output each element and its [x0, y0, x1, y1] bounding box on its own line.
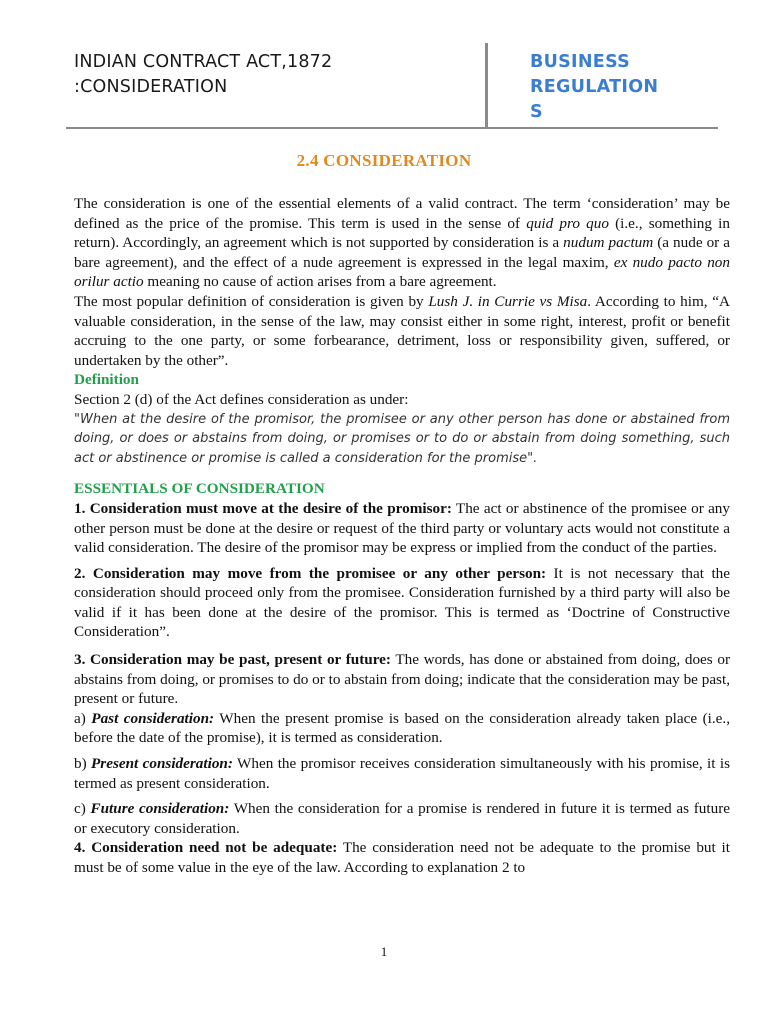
definition-quote: "When at the desire of the promisor, the promisee or any other person has done or abstained from doing, or does or abstains from doing, or promises or to do or abstain from doing something, such act or abstinence or promise is called a consideration for the promise".	[74, 411, 730, 466]
header-subject-line-3: S	[530, 102, 543, 122]
sub-item-present	[74, 754, 730, 793]
header-subject-line-2: REGULATION	[530, 77, 659, 97]
header-title-line-1: INDIAN CONTRACT ACT,1872	[74, 52, 333, 72]
document-body	[74, 194, 730, 878]
essential-item-title: 2. Consideration may move from the promisee or any other person:	[74, 564, 547, 582]
essential-item-2	[74, 564, 730, 642]
intro-paragraph	[74, 194, 730, 292]
section-title: 2.4 CONSIDERATION	[296, 151, 472, 170]
sub-item-past	[74, 709, 730, 748]
definition-lead: Section 2 (d) of the Act defines consideration as under:	[74, 390, 409, 408]
text-run: The consideration is one of the essential elements of a valid contract. The term ‘consideration’ may be defined as the price of the promise. This term is used in the sense of	[74, 195, 730, 232]
sub-item-marker: a)	[74, 709, 92, 727]
essential-item-text: The act or abstinence of the promisee or any other person must be done at the desire or request of the third party or voluntary acts would not constitute a valid consideration. The desire of the promisor may be express or implied from the conduct of the parties.	[74, 499, 730, 557]
text-run: meaning no cause of action arises from a bare agreement.	[143, 273, 497, 291]
essential-item-text: It is not necessary that the consideration should proceed only from the promisee. Consideration furnished by a third party will also be valid if it has been done at the desire of the promisor. This is termed as ‘Doctrine of Constructive Consideration”.	[74, 564, 730, 641]
header-document-title	[74, 50, 474, 100]
header-divider-vertical	[485, 43, 488, 129]
sub-item-title: Past consideration:	[91, 709, 215, 727]
essential-item-3	[74, 650, 730, 709]
text-run: . According to him, “A valuable consideration, in the sense of the law, may consist either in some right, interest, profit or benefit accruing to the one party, or some forbearance, detriment, loss or responsibility given, suffered, or undertaken by the other”.	[74, 292, 731, 369]
essential-item-title: 1. Consideration must move at the desire of the promisor:	[74, 499, 452, 517]
case-citation: Lush J. in Currie vs Misa	[428, 292, 588, 310]
header-divider-horizontal	[66, 127, 718, 129]
sub-item-marker: c)	[74, 800, 91, 818]
sub-item-marker: b)	[74, 755, 92, 773]
text-run: The most popular definition of consideration is given by	[74, 292, 429, 310]
essential-item-title: 3. Consideration may be past, present or future:	[74, 651, 391, 669]
definition-heading: Definition	[74, 371, 139, 389]
essential-item-title: 4. Consideration need not be adequate:	[74, 839, 338, 857]
essential-item-text: The words, has done or abstained from doing, does or abstains from doing, or promises to do or to abstain from doing; indicate that the consideration may be past, present or future.	[74, 651, 731, 708]
sub-item-text: When the consideration for a promise is rendered in future it is termed as future or executory consideration.	[74, 800, 730, 837]
sub-item-future	[74, 799, 730, 838]
text-run: (a nude or a bare agreement), and the effect of a nude agreement is expressed in the legal maxim,	[74, 234, 730, 271]
sub-item-text: When the present promise is based on the consideration already taken place (i.e., before the date of the promise), it is termed as consideration.	[74, 709, 730, 747]
header-subject-line-1: BUSINESS	[530, 52, 631, 72]
lush-definition-paragraph	[74, 292, 730, 370]
page-number: 1	[380, 944, 388, 959]
latin-term: nudum pactum	[563, 234, 654, 252]
text-run: (i.e., something in return). Accordingly, an agreement which is not supported by consideration is a	[74, 214, 730, 252]
essential-item-text: The consideration need not be adequate to the promise but it must be of some value in the eye of the law. According to explanation 2 to	[74, 839, 730, 876]
header-title-line-2: :CONSIDERATION	[74, 77, 228, 97]
essential-item-4	[74, 838, 730, 877]
sub-item-text: When the promisor receives consideration simultaneously with his promise, it is termed as present consideration.	[74, 755, 730, 792]
essentials-heading: ESSENTIALS OF CONSIDERATION	[74, 480, 325, 498]
header-subject	[530, 50, 690, 125]
latin-maxim: ex nudo pacto non orilur actio	[74, 253, 730, 291]
sub-item-title: Future consideration:	[90, 800, 230, 818]
essential-item-1	[74, 499, 730, 558]
sub-item-title: Present consideration:	[91, 755, 233, 773]
latin-term: quid pro quo	[526, 214, 609, 232]
